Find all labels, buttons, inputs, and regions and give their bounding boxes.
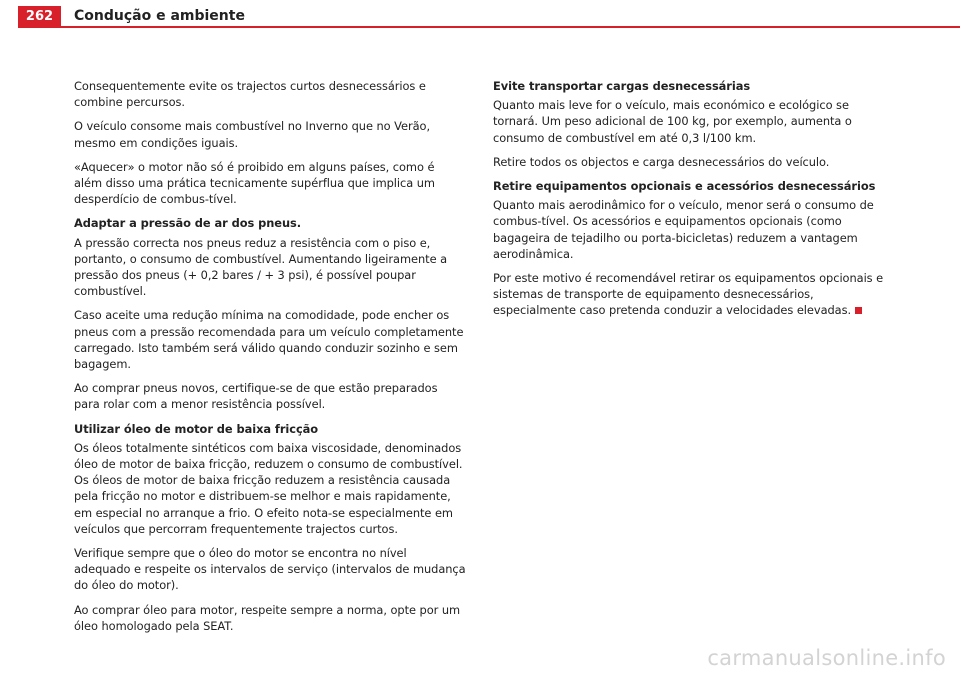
paragraph-last bbox=[493, 270, 887, 319]
end-of-section-icon bbox=[855, 307, 862, 314]
paragraph: Ao comprar pneus novos, certifique-se de que estão preparados para rolar com a menor resistência possível. bbox=[74, 381, 438, 412]
paragraph: Ao comprar óleo para motor, respeite sempre a norma, opte por um óleo homologado pela SEAT. bbox=[74, 602, 461, 633]
paragraph: Caso aceite uma redução mínima na comodidade, pode encher os pneus com a pressão recomendada para um veículo completamente carregado. Isto também será válido quando conduzir sozinho e sem bagagem. bbox=[74, 308, 464, 372]
section-heading-low-friction-oil: Utilizar óleo de motor de baixa fricção bbox=[74, 421, 319, 436]
paragraph: Verifique sempre que o óleo do motor se encontra no nível adequado e respeite os intervalos de serviço (intervalos de mudança do óleo do motor). bbox=[74, 546, 466, 593]
left-column bbox=[74, 78, 466, 642]
header-rule bbox=[18, 26, 960, 28]
paragraph: Retire todos os objectos e carga desnecessários do veículo. bbox=[493, 154, 830, 169]
section-heading-equipment: Retire equipamentos opcionais e acessórios desnecessários bbox=[493, 179, 876, 194]
chapter-title: Condução e ambiente bbox=[74, 8, 245, 24]
watermark: carmanualsonline.info bbox=[707, 646, 946, 670]
paragraph: «Aquecer» o motor não só é proibido em alguns países, como é além disso uma prática tecnicamente supérflua que implica um desperdício de combus-tível. bbox=[74, 159, 435, 207]
paragraph: Consequentemente evite os trajectos curtos desnecessários e combine percursos. bbox=[74, 79, 426, 110]
paragraph: Quanto mais leve for o veículo, mais económico e ecológico se tornará. Um peso adicional de 100 kg, por exemplo, aumenta o consumo de combustível em até 0,3 l/100 km. bbox=[493, 98, 852, 145]
paragraph: Os óleos totalmente sintéticos com baixa viscosidade, denominados óleo de motor de baixa fricção, reduzem o consumo de combustível. Os óleos de motor de baixa fricção reduzem a resistência causada pela fricção no motor e distribuem-se melhor e mais rapidamente, em especial no arranque a frio. O efeito nota-se especialmente em veículos que percorram frequentemente trajectos curtos. bbox=[74, 440, 463, 536]
section-heading-cargo: Evite transportar cargas desnecessárias bbox=[493, 79, 751, 93]
paragraph-text: Por este motivo é recomendável retirar os equipamentos opcionais e sistemas de transporte de equipamento desnecessários, especialmente caso pretenda conduzir a velocidades elevadas. bbox=[493, 271, 884, 318]
page-number: 262 bbox=[18, 6, 61, 27]
paragraph: A pressão correcta nos pneus reduz a resistência com o piso e, portanto, o consumo de combustível. Aumentando ligeiramente a pressão dos pneus (+ 0,2 bares / + 3 psi), é possível poupar combustível. bbox=[74, 235, 448, 299]
paragraph: O veículo consome mais combustível no Inverno que no Verão, mesmo em condições iguais. bbox=[74, 119, 431, 150]
paragraph: Quanto mais aerodinâmico for o veículo, menor será o consumo de combus-tível. Os acessórios e equipamentos opcionais (como bagageira de tejadilho ou porta-bicicletas) reduzem a vantagem aerodinâmica. bbox=[493, 198, 874, 261]
page-header bbox=[0, 0, 960, 27]
section-heading-tyre-pressure: Adaptar a pressão de ar dos pneus. bbox=[74, 216, 302, 231]
right-column bbox=[493, 78, 887, 327]
